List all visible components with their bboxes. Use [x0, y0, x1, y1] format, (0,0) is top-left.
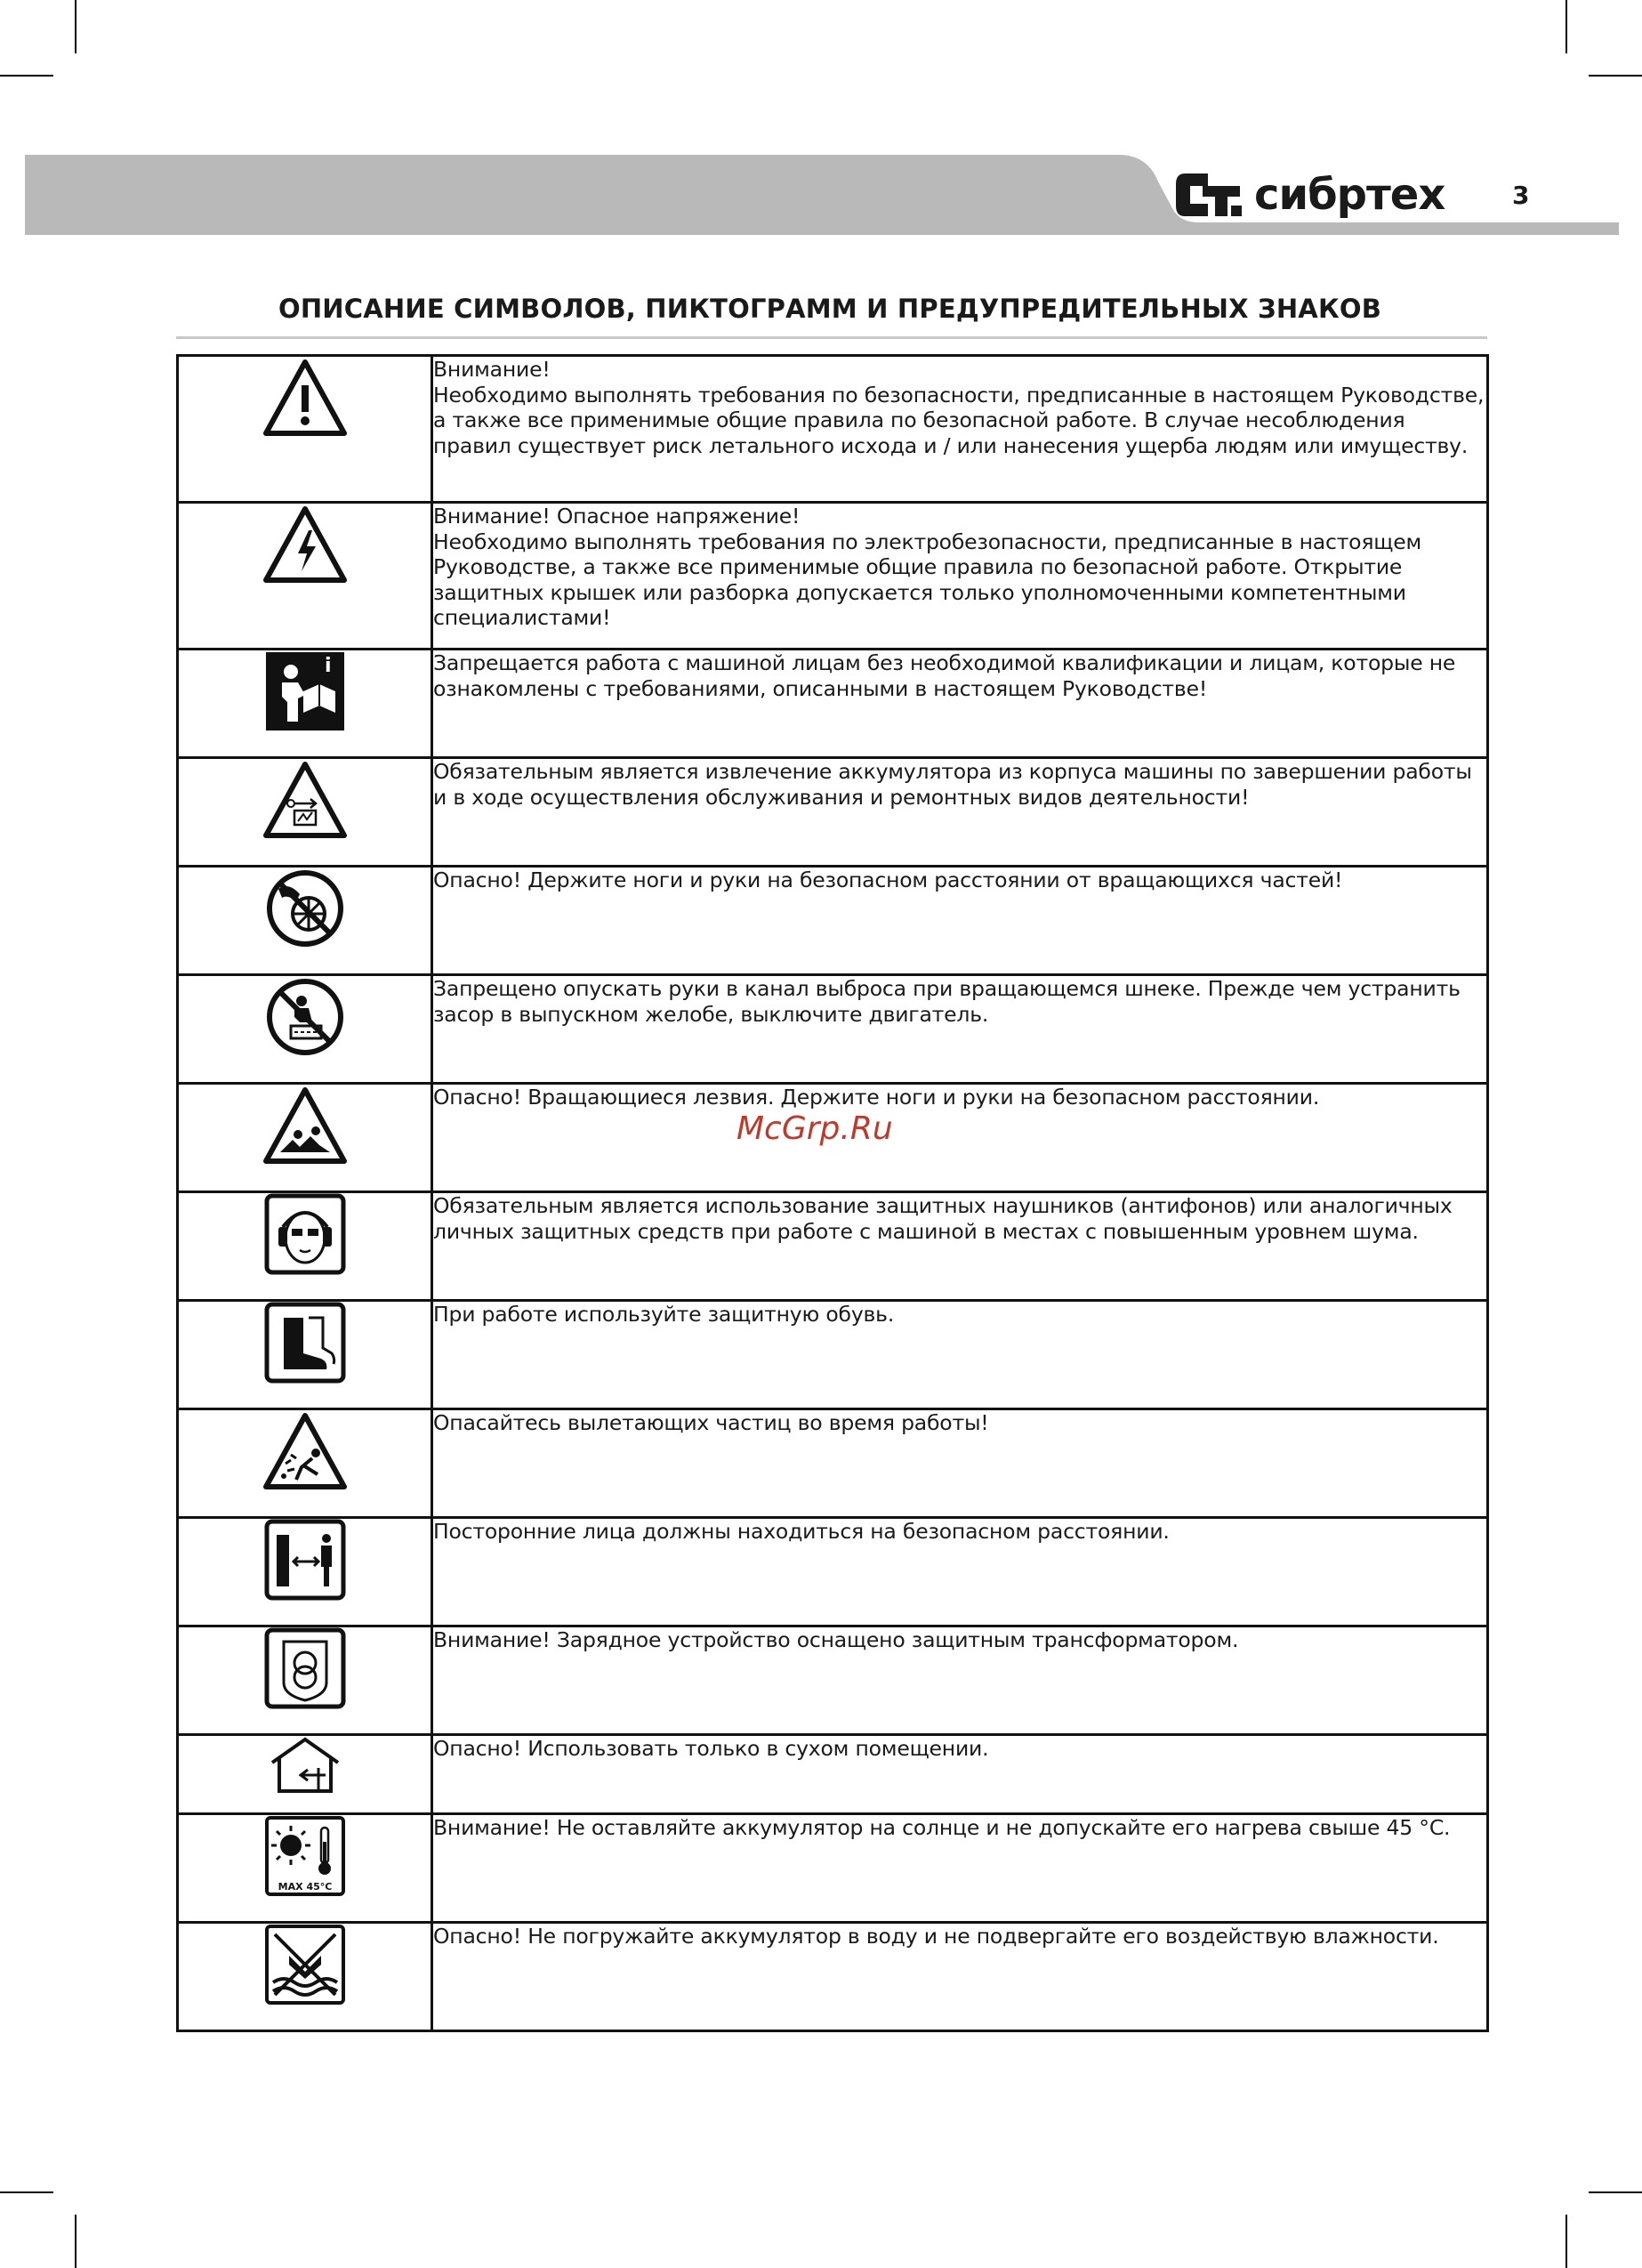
table-row — [178, 975, 1488, 1084]
crop-mark — [1589, 2191, 1642, 2193]
table-row — [178, 1301, 1488, 1409]
no-water-icon — [264, 1924, 346, 2006]
row-text: Внимание! Опасное напряжение! Необходимо выполнять требования по электробезопасности, предписанные в настоящем Руководстве, а также все применимые общие правила по безопасной работе. Открытие защитных крышек или разборка допускается только уполномоченными компетентными специалистами! — [432, 503, 1488, 650]
remove-battery-icon — [261, 759, 350, 841]
ear-protection-icon — [264, 1193, 346, 1275]
flying-debris-icon — [261, 1410, 350, 1492]
table-row — [178, 758, 1488, 867]
watermark: McGrp.Ru — [736, 1110, 893, 1147]
table-row — [178, 1192, 1488, 1301]
row-text: Опасайтесь вылетающих частиц во время работы! — [432, 1409, 1488, 1518]
table-row — [178, 1626, 1488, 1735]
crop-mark — [1566, 2215, 1567, 2268]
symbols-table — [176, 354, 1489, 2032]
row-text: Обязательным является использование защитных наушников (антифонов) или аналогичных личных защитных средств при работе с машиной в местах с повышенным уровнем шума. — [432, 1192, 1488, 1301]
warning-triangle-icon — [261, 357, 350, 439]
page-title: ОПИСАНИЕ СИМВОЛОВ, ПИКТОГРАММ И ПРЕДУПРЕДИТЕЛЬНЫХ ЗНАКОВ — [278, 294, 1382, 324]
table-row — [178, 1735, 1488, 1814]
row-text: Опасно! Держите ноги и руки на безопасном расстоянии от вращающихся частей! — [432, 867, 1488, 975]
max-temperature-icon — [264, 1815, 346, 1897]
brand-mark-icon — [1172, 170, 1249, 220]
high-voltage-icon — [261, 504, 350, 585]
table-row — [178, 1923, 1488, 2031]
row-text: Посторонние лица должны находиться на безопасном расстоянии. — [432, 1518, 1488, 1626]
table-row — [178, 356, 1488, 503]
no-hands-in-chute-icon — [264, 976, 346, 1058]
keep-distance-icon — [264, 1519, 346, 1601]
table-row — [178, 650, 1488, 758]
row-text: Опасно! Вращающиеся лезвия. Держите ноги и руки на безопасном расстоянии. — [432, 1084, 1488, 1192]
brand-logo — [1172, 165, 1445, 224]
safety-transformer-icon — [264, 1627, 346, 1709]
indoor-use-icon — [267, 1736, 343, 1795]
row-text: Обязательным является извлечение аккумулятора из корпуса машины по завершении работы и в ходе осуществления обслуживания и ремонтных видов деятельности! — [432, 758, 1488, 867]
row-text: Внимание! Не оставляйте аккумулятор на солнце и не допускайте его нагрева свыше 45 °C. — [432, 1814, 1488, 1923]
svg-text:i: i — [324, 655, 332, 677]
row-text: При работе используйте защитную обувь. — [432, 1301, 1488, 1409]
table-row — [178, 1814, 1488, 1923]
safety-boots-icon — [264, 1302, 346, 1384]
row-text: Запрещается работа с машиной лицам без необходимой квалификации и лицам, которые не ознакомлены с требованиями, описанными в настоящем Руководстве! — [432, 650, 1488, 758]
crop-mark — [75, 0, 76, 53]
table-row — [178, 503, 1488, 650]
row-text: Запрещено опускать руки в канал выброса при вращающемся шнеке. Прежде чем устранить засор в выпускном желобе, выключите двигатель. — [432, 975, 1488, 1084]
table-row — [178, 867, 1488, 975]
rotating-parts-prohibited-icon — [264, 868, 346, 949]
max-temp-label: MAX 45°C — [278, 1881, 332, 1893]
crop-mark — [0, 75, 53, 77]
read-manual-icon — [264, 650, 346, 732]
crop-mark — [75, 2215, 76, 2268]
crop-mark — [1589, 75, 1642, 77]
rotating-blades-icon — [261, 1085, 350, 1166]
row-text: Опасно! Не погружайте аккумулятор в воду и не подвергайте его воздействую влажности. — [432, 1923, 1488, 2031]
title-divider — [176, 336, 1487, 339]
brand-name: сибртех — [1254, 170, 1445, 220]
row-text: Внимание! Зарядное устройство оснащено защитным трансформатором. — [432, 1626, 1488, 1735]
row-text: Внимание! Необходимо выполнять требования по безопасности, предписанные в настоящем Руководстве, а также все применимые общие правила по безопасной работе. В случае несоблюдения правил существует риск летального исхода и / или нанесения ущерба людям или имуществу. — [432, 356, 1488, 503]
row-text: Опасно! Использовать только в сухом помещении. — [432, 1735, 1488, 1814]
crop-mark — [1566, 0, 1567, 53]
table-row — [178, 1518, 1488, 1626]
crop-mark — [0, 2191, 53, 2193]
table-row — [178, 1409, 1488, 1518]
page-number: 3 — [1512, 181, 1530, 210]
